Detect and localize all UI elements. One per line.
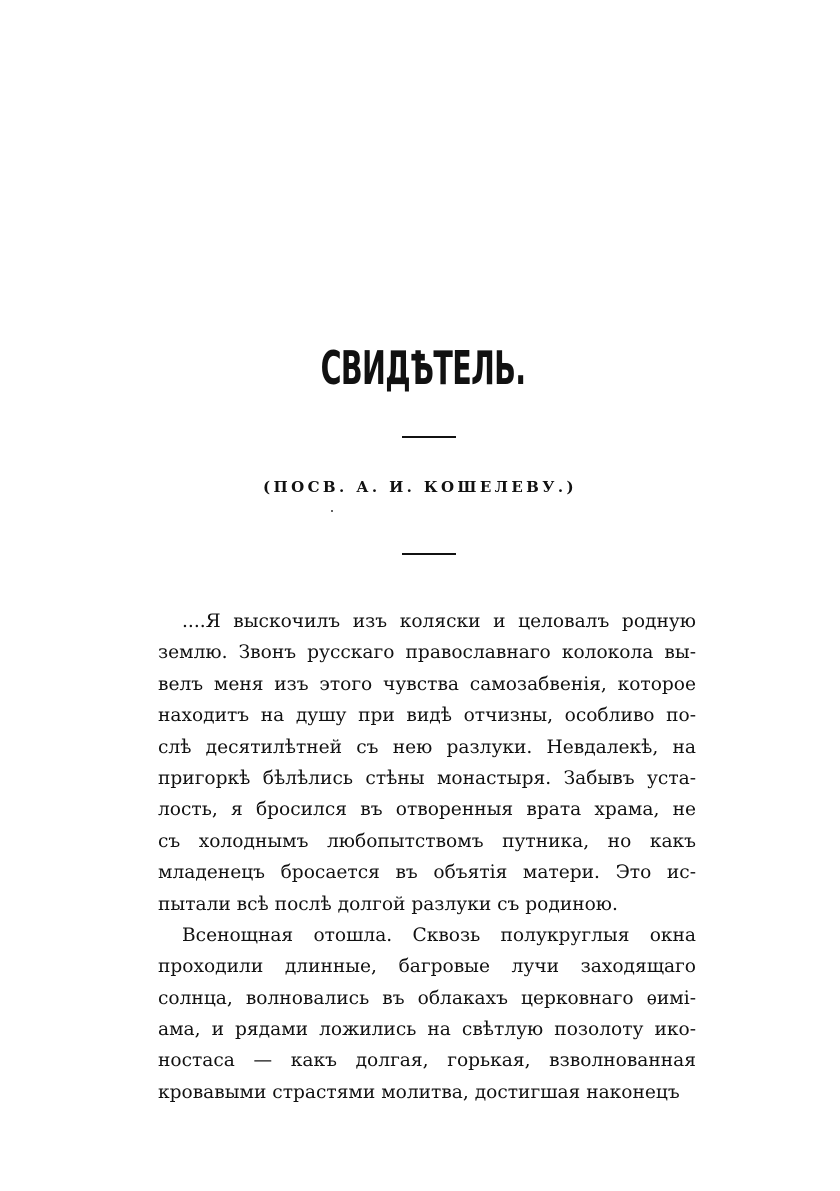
text-line: младенецъ бросается въ объятія матери. Это ис-: [158, 862, 696, 884]
text-line: лость, я бросился въ отворенныя врата храма, не: [158, 799, 696, 821]
text-line: съ холоднымъ любопытствомъ путника, но какъ: [158, 830, 696, 852]
text-line: проходили длинные, багровые лучи заходящаго: [158, 956, 696, 978]
text-line: пытали всѣ послѣ долгой разлуки съ родиною.: [158, 893, 618, 915]
text-line: велъ меня изъ этого чувства самозабвенія, которое: [158, 673, 696, 695]
text-line: Всенощная отошла. Сквозь полукруглыя окна: [182, 924, 696, 946]
text-line: слѣ десятилѣтней съ нею разлуки. Невдалекѣ, на: [158, 736, 696, 758]
text-line: кровавыми страстями молитва, достигшая наконецъ: [158, 1081, 680, 1103]
text-line: солнца, волновались въ облакахъ церковнаго ѳимі-: [158, 987, 696, 1009]
dedication-rule: [402, 553, 456, 555]
text-line: ....Я выскочилъ изъ коляски и целовалъ родную: [182, 611, 696, 632]
text-line: находитъ на душу при видѣ отчизны, особливо по-: [158, 705, 696, 727]
dedication: (ПОСВ. А. И. КОШЕЛЕВУ.): [263, 478, 577, 496]
text-line: ама, и рядами ложились на свѣтлую позолоту ико-: [158, 1019, 696, 1041]
title-rule: [402, 436, 456, 438]
chapter-title: СВИДѢТЕЛЬ.: [320, 341, 526, 395]
text-line: пригоркѣ бѣлѣлись стѣны монастыря. Забывъ уста-: [158, 767, 696, 789]
body-text: [158, 606, 696, 1108]
print-speck: [331, 510, 333, 512]
text-line: ностаса — какъ долгая, горькая, взволнованная: [158, 1050, 696, 1072]
text-line: землю. Звонъ русскаго православнаго колокола вы-: [158, 642, 696, 664]
